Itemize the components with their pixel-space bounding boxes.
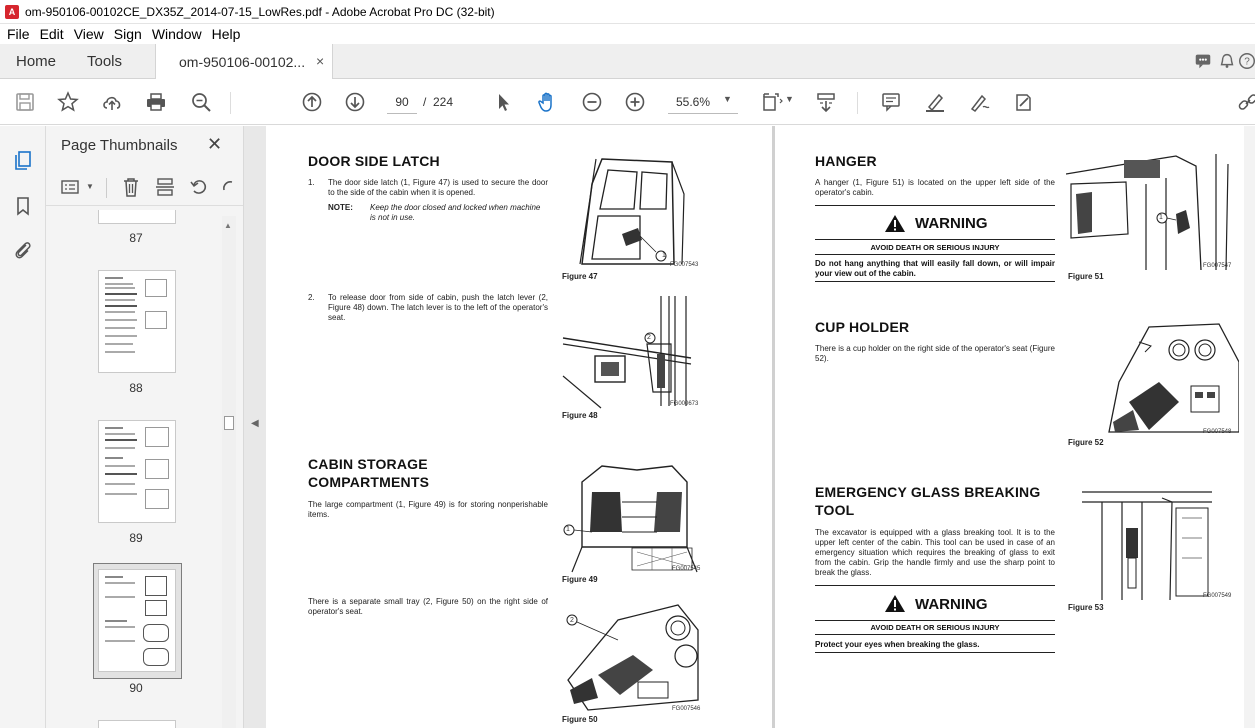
thumbnail-text-line xyxy=(105,640,135,642)
paragraph: The door side latch (1, Figure 47) is used to secure the door to the side of the cabin when it is opened. xyxy=(328,178,548,197)
figure-code: FG007543 xyxy=(670,262,699,268)
heading-emergency-glass xyxy=(815,483,1040,519)
thumbnail-text-line xyxy=(105,433,135,435)
highlight-pen-icon[interactable] xyxy=(923,90,947,114)
warning-triangle-icon xyxy=(884,214,906,233)
heading-line: CABIN STORAGE xyxy=(308,456,428,472)
figure-50-side-tray xyxy=(558,600,703,714)
thumbnails-panel xyxy=(46,126,244,728)
paragraph: There is a separate small tray (2, Figure 50) on the right side of operator's seat. xyxy=(308,597,548,616)
warning-rule xyxy=(815,652,1055,653)
zoom-search-icon[interactable] xyxy=(189,90,213,114)
paragraph: A hanger (1, Figure 51) is located on the upper left side of the operator's cabin. xyxy=(815,178,1055,197)
tab-document[interactable] xyxy=(155,44,333,79)
list-number: 2. xyxy=(308,293,315,302)
thumbnail-page-90[interactable] xyxy=(98,569,176,672)
chevron-down-icon[interactable]: ▼ xyxy=(785,94,794,104)
tab-tools[interactable]: Tools xyxy=(87,53,123,70)
figure-53-glass-breaking-tool xyxy=(1082,488,1212,600)
main-toolbar xyxy=(0,80,1255,125)
warning-rule xyxy=(815,585,1055,586)
warning-text: Protect your eyes when breaking the glass. xyxy=(815,640,980,649)
svg-text:?: ? xyxy=(1244,56,1250,68)
thumbnail-text-line xyxy=(105,576,123,578)
thumbnail-text-line xyxy=(105,287,135,289)
thumbnail-page-91[interactable] xyxy=(98,720,176,728)
upload-cloud-icon[interactable] xyxy=(100,90,124,114)
hand-tool-icon[interactable] xyxy=(535,90,559,114)
heading-line: TOOL xyxy=(815,502,855,518)
thumbnail-text-line xyxy=(105,493,137,495)
figure-caption: Figure 53 xyxy=(1068,603,1104,612)
options-menu-icon[interactable] xyxy=(60,176,82,198)
warning-rule xyxy=(815,281,1055,282)
thumbnail-figure xyxy=(145,489,169,509)
note-label: NOTE: xyxy=(328,203,353,212)
warning-rule xyxy=(815,620,1055,621)
chevron-down-icon[interactable]: ▼ xyxy=(723,94,732,104)
page-divider xyxy=(772,126,775,728)
thumbnail-text-line xyxy=(105,620,127,622)
thumbnail-scrollbar[interactable] xyxy=(222,216,236,728)
rotate-left-icon[interactable] xyxy=(188,176,210,198)
heading-door-side-latch: DOOR SIDE LATCH xyxy=(308,153,440,169)
thumbnail-page-87[interactable] xyxy=(98,210,176,224)
comment-icon[interactable] xyxy=(879,90,903,114)
callout-number: 1 xyxy=(566,526,570,533)
figure-code: FG007547 xyxy=(1203,263,1232,269)
thumbnail-page-88[interactable] xyxy=(98,270,176,373)
thumbnail-toolbar xyxy=(46,166,244,206)
thumbnail-text-line xyxy=(105,311,135,313)
print-icon[interactable] xyxy=(144,90,168,114)
thumbnail-text-line xyxy=(105,343,133,345)
warning-rule xyxy=(815,254,1055,255)
figure-code: FG000673 xyxy=(670,401,699,407)
document-view[interactable] xyxy=(266,126,1255,728)
thumbnail-figure xyxy=(145,427,169,447)
draw-pen-icon[interactable] xyxy=(967,90,991,114)
menu-help[interactable]: Help xyxy=(211,26,241,42)
warning-subtitle: AVOID DEATH OR SERIOUS INJURY xyxy=(870,243,1000,252)
figure-caption: Figure 49 xyxy=(562,575,598,584)
warning-rule xyxy=(815,239,1055,240)
thumbnail-label: 89 xyxy=(129,531,143,545)
figure-code: FG007546 xyxy=(672,706,701,712)
link-icon[interactable] xyxy=(1236,90,1255,114)
paragraph: The large compartment (1, Figure 49) is for storing nonperishable items. xyxy=(308,500,548,519)
warning-title: WARNING xyxy=(915,596,988,613)
warning-rule xyxy=(815,634,1055,635)
comment-bubble-icon[interactable] xyxy=(1192,51,1214,73)
thumbnail-figure xyxy=(145,459,169,479)
next-page-icon[interactable] xyxy=(343,90,367,114)
thumbnail-figure xyxy=(145,279,167,297)
figure-code: FG007549 xyxy=(1203,593,1232,599)
thumbnail-text-line xyxy=(105,457,123,459)
thumbnail-text-line xyxy=(105,327,135,329)
panel-collapse-strip[interactable] xyxy=(244,126,266,728)
menu-window[interactable]: Window xyxy=(151,26,202,42)
rotate-right-icon[interactable] xyxy=(218,176,240,198)
figure-caption: Figure 47 xyxy=(562,272,598,281)
thumbnail-text-line xyxy=(105,465,135,467)
menu-edit[interactable]: Edit xyxy=(39,26,64,42)
thumbnail-text-line xyxy=(105,299,135,301)
figure-caption: Figure 52 xyxy=(1068,438,1104,447)
figure-code: FG007548 xyxy=(1203,429,1232,435)
callout-number: 1 xyxy=(662,252,666,259)
thumbnail-figure xyxy=(143,648,169,666)
figure-caption: Figure 50 xyxy=(562,715,598,724)
thumbnail-label: 88 xyxy=(129,381,143,395)
fill-sign-icon[interactable] xyxy=(1011,90,1035,114)
acrobat-logo-icon: A xyxy=(5,5,19,19)
thumbnail-figure xyxy=(145,576,167,596)
note-text: Keep the door closed and locked when machine is not in use. xyxy=(370,203,541,222)
select-cursor-icon[interactable] xyxy=(492,90,516,114)
warning-rule xyxy=(815,205,1055,206)
thumbnail-text-line xyxy=(105,473,137,475)
chevron-down-icon[interactable]: ▼ xyxy=(86,182,94,191)
list-number: 1. xyxy=(308,178,315,187)
thumbnail-page-89[interactable] xyxy=(98,420,176,523)
menu-sign[interactable]: Sign xyxy=(113,26,142,42)
warning-title: WARNING xyxy=(915,215,988,232)
paragraph: There is a cup holder on the right side of the operator's seat (Figure 52). xyxy=(815,344,1055,363)
bookmark-icon[interactable] xyxy=(11,194,35,218)
callout-number: 2 xyxy=(647,334,651,341)
thumbnail-text-line xyxy=(105,596,135,598)
tab-bar xyxy=(0,44,1255,79)
figure-47-cabin-door xyxy=(562,154,702,269)
figure-49-storage-compartment xyxy=(562,462,702,574)
thumbnail-text-line xyxy=(105,283,133,285)
help-icon[interactable] xyxy=(1236,51,1255,73)
thumbnail-label: 87 xyxy=(129,231,143,245)
page-number-input[interactable]: 90 xyxy=(387,90,417,114)
save-icon[interactable] xyxy=(13,90,37,114)
warning-text: Do not hang anything that will easily fall down, or will impair your view out of the cabin. xyxy=(815,259,1055,278)
thumbnail-label: 90 xyxy=(129,681,143,695)
figure-code: FG007545 xyxy=(672,566,701,572)
figure-caption: Figure 51 xyxy=(1068,272,1104,281)
thumbnail-text-line xyxy=(105,483,135,485)
figure-48-latch-lever xyxy=(561,296,701,410)
thumbnail-text-line xyxy=(105,305,137,307)
page-thumbnails-icon[interactable] xyxy=(11,148,35,172)
figure-caption: Figure 48 xyxy=(562,411,598,420)
attachment-paperclip-icon[interactable] xyxy=(11,238,35,262)
thumbnail-figure xyxy=(145,311,167,329)
page-separator: / xyxy=(423,95,427,109)
zoom-out-icon[interactable] xyxy=(580,90,604,114)
toolbar-separator xyxy=(857,92,858,114)
thumbnail-text-line xyxy=(105,351,135,353)
heading-cup-holder: CUP HOLDER xyxy=(815,319,910,335)
thumbnail-text-line xyxy=(105,319,137,321)
previous-page-icon[interactable] xyxy=(300,90,324,114)
thumbnail-text-line xyxy=(105,335,137,337)
tab-document-label: om-950106-00102... xyxy=(179,54,306,70)
heading-cabin-storage xyxy=(308,455,429,491)
thumbnail-text-line xyxy=(105,277,123,279)
paragraph: The excavator is equipped with a glass breaking tool. It is to the upper left center of the cabin. This tool can be used in case of an emergency situation which requires the breaking of glass to exit from the cabin. Grip the handle firmly and use the sharp point to break the glass. xyxy=(815,528,1055,577)
thumbnail-scrollbar-thumb[interactable] xyxy=(224,416,234,430)
zoom-level-select[interactable]: 55.6% xyxy=(668,90,738,114)
scroll-up-arrow-icon[interactable]: ▲ xyxy=(224,221,232,230)
collapse-arrow-icon[interactable]: ◀ xyxy=(251,418,259,429)
thumbnail-text-line xyxy=(105,293,137,295)
delete-trash-icon[interactable] xyxy=(120,176,142,198)
title-bar xyxy=(0,0,1255,24)
scroll-mode-icon[interactable] xyxy=(814,90,838,114)
insert-page-icon[interactable] xyxy=(154,176,176,198)
warning-triangle-icon xyxy=(884,594,906,613)
callout-number: 2 xyxy=(570,617,574,624)
thumbnail-figure xyxy=(145,600,167,616)
menu-file[interactable]: File xyxy=(7,26,30,42)
thumbnail-text-line xyxy=(105,582,135,584)
page-total: 224 xyxy=(433,95,454,109)
heading-line: EMERGENCY GLASS BREAKING xyxy=(815,484,1041,500)
navigation-rail xyxy=(0,126,46,728)
panel-title: Page Thumbnails xyxy=(61,137,178,154)
document-scrollbar[interactable] xyxy=(1244,126,1255,728)
panel-close-button[interactable]: ✕ xyxy=(207,134,223,154)
toolbar-separator xyxy=(106,178,107,198)
heading-hanger: HANGER xyxy=(815,153,877,169)
bell-icon[interactable] xyxy=(1216,51,1238,73)
zoom-in-icon[interactable] xyxy=(623,90,647,114)
heading-line: COMPARTMENTS xyxy=(308,474,430,490)
menu-view[interactable]: View xyxy=(73,26,104,42)
thumbnail-figure xyxy=(143,624,169,642)
menu-bar xyxy=(0,24,1255,44)
thumbnail-text-line xyxy=(105,427,123,429)
thumbnail-text-line xyxy=(105,447,135,449)
paragraph: To release door from side of cabin, push the latch lever (2, Figure 48) down. The latch lever is to the left of the operator's seat. xyxy=(328,293,548,322)
tab-home[interactable]: Home xyxy=(16,53,57,70)
figure-51-hanger xyxy=(1066,154,1238,270)
star-icon[interactable] xyxy=(56,90,80,114)
fit-page-icon[interactable] xyxy=(760,90,784,114)
callout-number: 1 xyxy=(1159,214,1163,221)
warning-subtitle: AVOID DEATH OR SERIOUS INJURY xyxy=(870,623,1000,632)
tab-close-button[interactable]: × xyxy=(316,53,325,69)
thumbnail-text-line xyxy=(105,626,135,628)
thumbnail-text-line xyxy=(105,439,137,441)
figure-52-cup-holder xyxy=(1099,322,1239,436)
window-title: om-950106-00102CE_DX35Z_2014-07-15_LowRes.pdf - Adobe Acrobat Pro DC (32-bit) xyxy=(25,4,495,19)
toolbar-separator xyxy=(230,92,231,114)
